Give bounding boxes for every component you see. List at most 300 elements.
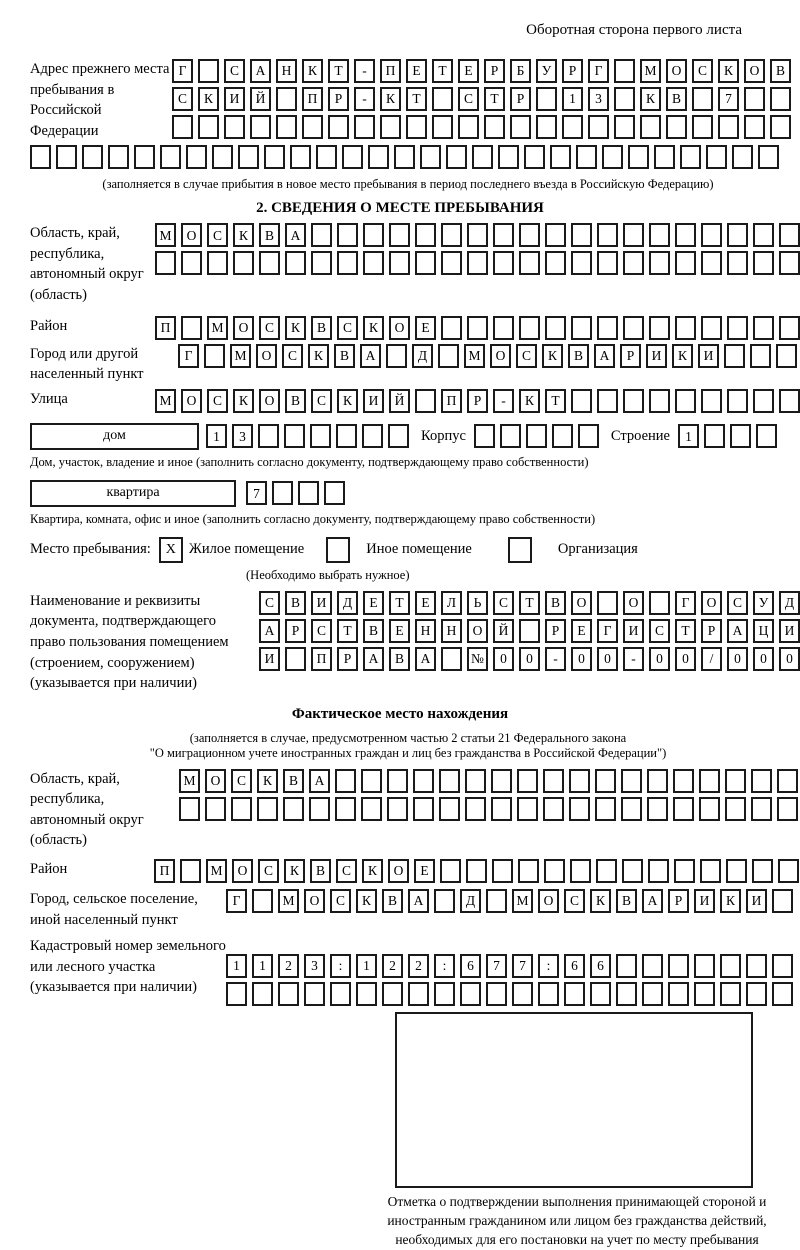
char-cell[interactable] (231, 797, 252, 821)
char-cell[interactable] (181, 316, 202, 340)
char-cell[interactable] (649, 389, 670, 413)
char-cell[interactable] (524, 145, 545, 169)
char-cell[interactable]: Г (588, 59, 609, 83)
char-cell[interactable] (386, 344, 407, 368)
char-cell[interactable] (680, 145, 701, 169)
char-cell[interactable] (562, 115, 583, 139)
char-cell[interactable]: И (363, 389, 384, 413)
char-cell[interactable] (363, 251, 384, 275)
char-cell[interactable]: К (640, 87, 661, 111)
char-cell[interactable]: - (354, 59, 375, 83)
char-cell[interactable]: И (646, 344, 667, 368)
char-cell[interactable] (446, 145, 467, 169)
char-cell[interactable] (387, 797, 408, 821)
char-cell[interactable]: М (155, 223, 176, 247)
char-cell[interactable] (724, 344, 745, 368)
char-cell[interactable] (389, 223, 410, 247)
char-cell[interactable] (727, 223, 748, 247)
char-cell[interactable]: О (388, 859, 409, 883)
char-cell[interactable]: Р (668, 889, 689, 913)
char-cell[interactable]: 0 (649, 647, 670, 671)
char-cell[interactable]: Ь (467, 591, 488, 615)
char-cell[interactable]: К (519, 389, 540, 413)
char-cell[interactable]: В (770, 59, 791, 83)
checkbox-other-premises[interactable] (326, 537, 350, 563)
char-cell[interactable]: 3 (304, 954, 325, 978)
char-cell[interactable]: Н (441, 619, 462, 643)
char-cell[interactable]: 2 (408, 954, 429, 978)
char-cell[interactable] (309, 797, 330, 821)
char-cell[interactable] (491, 797, 512, 821)
char-cell[interactable]: К (285, 316, 306, 340)
char-cell[interactable] (699, 797, 720, 821)
char-cell[interactable]: И (224, 87, 245, 111)
char-cell[interactable]: П (311, 647, 332, 671)
char-cell[interactable] (335, 769, 356, 793)
char-cell[interactable] (649, 591, 670, 615)
char-cell[interactable] (614, 87, 635, 111)
char-cell[interactable] (519, 223, 540, 247)
char-cell[interactable] (264, 145, 285, 169)
char-cell[interactable]: С (311, 619, 332, 643)
char-cell[interactable] (751, 769, 772, 793)
char-cell[interactable] (413, 769, 434, 793)
char-cell[interactable] (543, 797, 564, 821)
char-cell[interactable]: Д (779, 591, 800, 615)
char-cell[interactable] (571, 251, 592, 275)
char-cell[interactable] (753, 316, 774, 340)
char-cell[interactable]: Н (276, 59, 297, 83)
char-cell[interactable] (155, 251, 176, 275)
checkbox-residential[interactable]: X (159, 537, 183, 563)
char-cell[interactable]: К (363, 316, 384, 340)
char-cell[interactable] (675, 389, 696, 413)
char-cell[interactable] (108, 145, 129, 169)
char-cell[interactable]: К (233, 389, 254, 413)
char-cell[interactable]: О (571, 591, 592, 615)
char-cell[interactable] (545, 251, 566, 275)
char-cell[interactable]: 1 (252, 954, 273, 978)
char-cell[interactable]: С (231, 769, 252, 793)
char-cell[interactable] (756, 424, 777, 448)
char-cell[interactable] (588, 115, 609, 139)
char-cell[interactable]: А (594, 344, 615, 368)
char-cell[interactable] (493, 223, 514, 247)
char-cell[interactable] (432, 87, 453, 111)
char-cell[interactable]: А (727, 619, 748, 643)
char-cell[interactable]: Д (337, 591, 358, 615)
char-cell[interactable]: Р (285, 619, 306, 643)
char-cell[interactable] (616, 954, 637, 978)
char-cell[interactable]: Г (172, 59, 193, 83)
char-cell[interactable]: А (259, 619, 280, 643)
char-cell[interactable] (571, 389, 592, 413)
char-cell[interactable]: 1 (562, 87, 583, 111)
char-cell[interactable] (597, 591, 618, 615)
char-cell[interactable]: М (464, 344, 485, 368)
char-cell[interactable]: О (744, 59, 765, 83)
char-cell[interactable] (570, 859, 591, 883)
char-cell[interactable]: М (155, 389, 176, 413)
char-cell[interactable] (590, 982, 611, 1006)
char-cell[interactable] (250, 115, 271, 139)
char-cell[interactable] (597, 223, 618, 247)
char-cell[interactable] (673, 797, 694, 821)
char-cell[interactable] (413, 797, 434, 821)
char-cell[interactable]: В (334, 344, 355, 368)
char-cell[interactable]: Г (675, 591, 696, 615)
char-cell[interactable]: Е (415, 316, 436, 340)
char-cell[interactable]: 0 (675, 647, 696, 671)
char-cell[interactable]: П (155, 316, 176, 340)
char-cell[interactable] (420, 145, 441, 169)
char-cell[interactable] (474, 424, 495, 448)
char-cell[interactable]: В (285, 389, 306, 413)
char-cell[interactable] (212, 145, 233, 169)
char-cell[interactable] (233, 251, 254, 275)
char-cell[interactable] (536, 87, 557, 111)
char-cell[interactable] (519, 619, 540, 643)
char-cell[interactable] (692, 87, 713, 111)
char-cell[interactable]: 2 (382, 954, 403, 978)
char-cell[interactable] (408, 982, 429, 1006)
char-cell[interactable] (751, 797, 772, 821)
char-cell[interactable] (648, 859, 669, 883)
char-cell[interactable] (134, 145, 155, 169)
char-cell[interactable] (186, 145, 207, 169)
char-cell[interactable]: К (337, 389, 358, 413)
char-cell[interactable] (779, 316, 800, 340)
char-cell[interactable]: О (256, 344, 277, 368)
char-cell[interactable]: Т (545, 389, 566, 413)
char-cell[interactable] (649, 223, 670, 247)
char-cell[interactable] (415, 251, 436, 275)
char-cell[interactable] (726, 859, 747, 883)
char-cell[interactable] (621, 769, 642, 793)
char-cell[interactable]: О (304, 889, 325, 913)
char-cell[interactable] (356, 982, 377, 1006)
char-cell[interactable] (647, 769, 668, 793)
char-cell[interactable]: Т (406, 87, 427, 111)
char-cell[interactable] (750, 344, 771, 368)
char-cell[interactable] (642, 982, 663, 1006)
char-cell[interactable]: А (363, 647, 384, 671)
char-cell[interactable]: С (336, 859, 357, 883)
char-cell[interactable]: С (311, 389, 332, 413)
char-cell[interactable]: С (282, 344, 303, 368)
char-cell[interactable] (460, 982, 481, 1006)
char-cell[interactable]: К (284, 859, 305, 883)
char-cell[interactable] (519, 251, 540, 275)
char-cell[interactable]: С (727, 591, 748, 615)
char-cell[interactable] (753, 251, 774, 275)
char-cell[interactable]: К (542, 344, 563, 368)
char-cell[interactable]: В (616, 889, 637, 913)
char-cell[interactable]: К (257, 769, 278, 793)
char-cell[interactable] (198, 115, 219, 139)
char-cell[interactable] (172, 115, 193, 139)
char-cell[interactable] (224, 115, 245, 139)
char-cell[interactable]: М (207, 316, 228, 340)
char-cell[interactable] (441, 647, 462, 671)
char-cell[interactable] (730, 424, 751, 448)
char-cell[interactable] (746, 954, 767, 978)
char-cell[interactable]: В (285, 591, 306, 615)
char-cell[interactable] (198, 59, 219, 83)
char-cell[interactable] (571, 316, 592, 340)
char-cell[interactable]: О (538, 889, 559, 913)
char-cell[interactable] (727, 316, 748, 340)
char-cell[interactable] (252, 889, 273, 913)
char-cell[interactable]: Т (432, 59, 453, 83)
char-cell[interactable] (510, 115, 531, 139)
char-cell[interactable] (517, 797, 538, 821)
char-cell[interactable] (283, 797, 304, 821)
char-cell[interactable] (701, 251, 722, 275)
char-cell[interactable]: Е (571, 619, 592, 643)
char-cell[interactable] (778, 859, 799, 883)
char-cell[interactable] (597, 251, 618, 275)
char-cell[interactable] (623, 389, 644, 413)
char-cell[interactable]: С (493, 591, 514, 615)
char-cell[interactable]: 7 (246, 481, 267, 505)
char-cell[interactable] (311, 223, 332, 247)
char-cell[interactable]: 1 (206, 424, 227, 448)
char-cell[interactable]: В (283, 769, 304, 793)
char-cell[interactable]: Р (545, 619, 566, 643)
char-cell[interactable] (576, 145, 597, 169)
char-cell[interactable] (668, 954, 689, 978)
char-cell[interactable]: : (434, 954, 455, 978)
char-cell[interactable] (578, 424, 599, 448)
char-cell[interactable]: О (666, 59, 687, 83)
char-cell[interactable] (406, 115, 427, 139)
char-cell[interactable] (467, 316, 488, 340)
char-cell[interactable] (616, 982, 637, 1006)
char-cell[interactable] (278, 982, 299, 1006)
char-cell[interactable]: 0 (597, 647, 618, 671)
char-cell[interactable]: О (181, 389, 202, 413)
char-cell[interactable] (438, 344, 459, 368)
char-cell[interactable] (779, 389, 800, 413)
char-cell[interactable] (647, 797, 668, 821)
char-cell[interactable] (614, 59, 635, 83)
char-cell[interactable]: К (198, 87, 219, 111)
char-cell[interactable]: М (512, 889, 533, 913)
char-cell[interactable] (753, 389, 774, 413)
char-cell[interactable]: 1 (356, 954, 377, 978)
char-cell[interactable]: 7 (512, 954, 533, 978)
char-cell[interactable]: Р (467, 389, 488, 413)
char-cell[interactable] (441, 316, 462, 340)
char-cell[interactable] (725, 797, 746, 821)
char-cell[interactable]: К (302, 59, 323, 83)
char-cell[interactable] (668, 982, 689, 1006)
char-cell[interactable] (700, 859, 721, 883)
char-cell[interactable] (701, 389, 722, 413)
char-cell[interactable]: А (415, 647, 436, 671)
char-cell[interactable] (458, 115, 479, 139)
char-cell[interactable]: И (311, 591, 332, 615)
char-cell[interactable] (727, 389, 748, 413)
char-cell[interactable] (544, 859, 565, 883)
char-cell[interactable] (252, 982, 273, 1006)
char-cell[interactable]: О (205, 769, 226, 793)
char-cell[interactable]: 0 (493, 647, 514, 671)
char-cell[interactable]: В (382, 889, 403, 913)
char-cell[interactable]: С (564, 889, 585, 913)
char-cell[interactable] (160, 145, 181, 169)
char-cell[interactable]: О (233, 316, 254, 340)
char-cell[interactable]: А (360, 344, 381, 368)
char-cell[interactable] (602, 145, 623, 169)
char-cell[interactable] (746, 982, 767, 1006)
char-cell[interactable] (772, 982, 793, 1006)
char-cell[interactable] (302, 115, 323, 139)
char-cell[interactable]: В (311, 316, 332, 340)
char-cell[interactable]: Е (414, 859, 435, 883)
char-cell[interactable] (181, 251, 202, 275)
char-cell[interactable] (257, 797, 278, 821)
char-cell[interactable]: С (516, 344, 537, 368)
char-cell[interactable]: Г (597, 619, 618, 643)
char-cell[interactable]: Р (510, 87, 531, 111)
char-cell[interactable]: С (207, 223, 228, 247)
char-cell[interactable] (674, 859, 695, 883)
checkbox-organization[interactable] (508, 537, 532, 563)
char-cell[interactable] (415, 223, 436, 247)
char-cell[interactable] (623, 223, 644, 247)
char-cell[interactable] (368, 145, 389, 169)
char-cell[interactable] (596, 859, 617, 883)
char-cell[interactable]: 0 (753, 647, 774, 671)
char-cell[interactable]: У (536, 59, 557, 83)
char-cell[interactable] (720, 954, 741, 978)
char-cell[interactable] (328, 115, 349, 139)
char-cell[interactable]: В (666, 87, 687, 111)
char-cell[interactable]: 1 (678, 424, 699, 448)
char-cell[interactable]: О (490, 344, 511, 368)
char-cell[interactable] (569, 769, 590, 793)
char-cell[interactable] (779, 251, 800, 275)
char-cell[interactable] (777, 797, 798, 821)
char-cell[interactable]: Л (441, 591, 462, 615)
char-cell[interactable]: С (649, 619, 670, 643)
char-cell[interactable] (466, 859, 487, 883)
char-cell[interactable]: К (233, 223, 254, 247)
char-cell[interactable]: 1 (226, 954, 247, 978)
char-cell[interactable]: М (206, 859, 227, 883)
char-cell[interactable] (649, 251, 670, 275)
char-cell[interactable] (772, 889, 793, 913)
char-cell[interactable] (439, 797, 460, 821)
char-cell[interactable] (387, 769, 408, 793)
char-cell[interactable]: Р (328, 87, 349, 111)
char-cell[interactable]: М (278, 889, 299, 913)
char-cell[interactable] (180, 859, 201, 883)
char-cell[interactable]: Р (337, 647, 358, 671)
char-cell[interactable] (701, 316, 722, 340)
char-cell[interactable] (732, 145, 753, 169)
char-cell[interactable]: / (701, 647, 722, 671)
char-cell[interactable]: И (779, 619, 800, 643)
char-cell[interactable] (770, 87, 791, 111)
char-cell[interactable] (382, 982, 403, 1006)
char-cell[interactable] (491, 769, 512, 793)
char-cell[interactable]: Р (701, 619, 722, 643)
char-cell[interactable]: П (302, 87, 323, 111)
char-cell[interactable]: Е (363, 591, 384, 615)
char-cell[interactable]: 0 (571, 647, 592, 671)
char-cell[interactable]: П (441, 389, 462, 413)
char-cell[interactable] (493, 251, 514, 275)
char-cell[interactable] (82, 145, 103, 169)
char-cell[interactable] (621, 797, 642, 821)
char-cell[interactable] (614, 115, 635, 139)
char-cell[interactable]: М (640, 59, 661, 83)
char-cell[interactable]: 6 (564, 954, 585, 978)
char-cell[interactable]: М (230, 344, 251, 368)
char-cell[interactable] (337, 251, 358, 275)
char-cell[interactable] (500, 424, 521, 448)
char-cell[interactable]: С (258, 859, 279, 883)
char-cell[interactable]: Т (519, 591, 540, 615)
char-cell[interactable]: О (389, 316, 410, 340)
char-cell[interactable]: - (623, 647, 644, 671)
char-cell[interactable] (440, 859, 461, 883)
char-cell[interactable] (545, 223, 566, 247)
char-cell[interactable] (276, 87, 297, 111)
char-cell[interactable] (623, 251, 644, 275)
char-cell[interactable] (725, 769, 746, 793)
char-cell[interactable] (720, 982, 741, 1006)
char-cell[interactable]: Н (415, 619, 436, 643)
char-cell[interactable]: Д (460, 889, 481, 913)
char-cell[interactable]: Е (406, 59, 427, 83)
char-cell[interactable] (259, 251, 280, 275)
char-cell[interactable] (552, 424, 573, 448)
char-cell[interactable] (694, 982, 715, 1006)
char-cell[interactable] (284, 424, 305, 448)
char-cell[interactable]: О (467, 619, 488, 643)
char-cell[interactable] (543, 769, 564, 793)
char-cell[interactable] (290, 145, 311, 169)
char-cell[interactable]: О (232, 859, 253, 883)
char-cell[interactable] (595, 769, 616, 793)
char-cell[interactable] (569, 797, 590, 821)
char-cell[interactable] (776, 344, 797, 368)
char-cell[interactable] (536, 115, 557, 139)
char-cell[interactable]: 7 (718, 87, 739, 111)
char-cell[interactable]: С (207, 389, 228, 413)
char-cell[interactable] (272, 481, 293, 505)
char-cell[interactable] (753, 223, 774, 247)
char-cell[interactable] (434, 982, 455, 1006)
char-cell[interactable]: 0 (519, 647, 540, 671)
char-cell[interactable]: Т (389, 591, 410, 615)
char-cell[interactable]: И (746, 889, 767, 913)
char-cell[interactable] (699, 769, 720, 793)
char-cell[interactable]: № (467, 647, 488, 671)
char-cell[interactable] (335, 797, 356, 821)
char-cell[interactable] (727, 251, 748, 275)
char-cell[interactable] (623, 316, 644, 340)
char-cell[interactable] (337, 223, 358, 247)
char-cell[interactable] (642, 954, 663, 978)
char-cell[interactable]: У (753, 591, 774, 615)
char-cell[interactable]: 6 (590, 954, 611, 978)
char-cell[interactable]: Р (484, 59, 505, 83)
